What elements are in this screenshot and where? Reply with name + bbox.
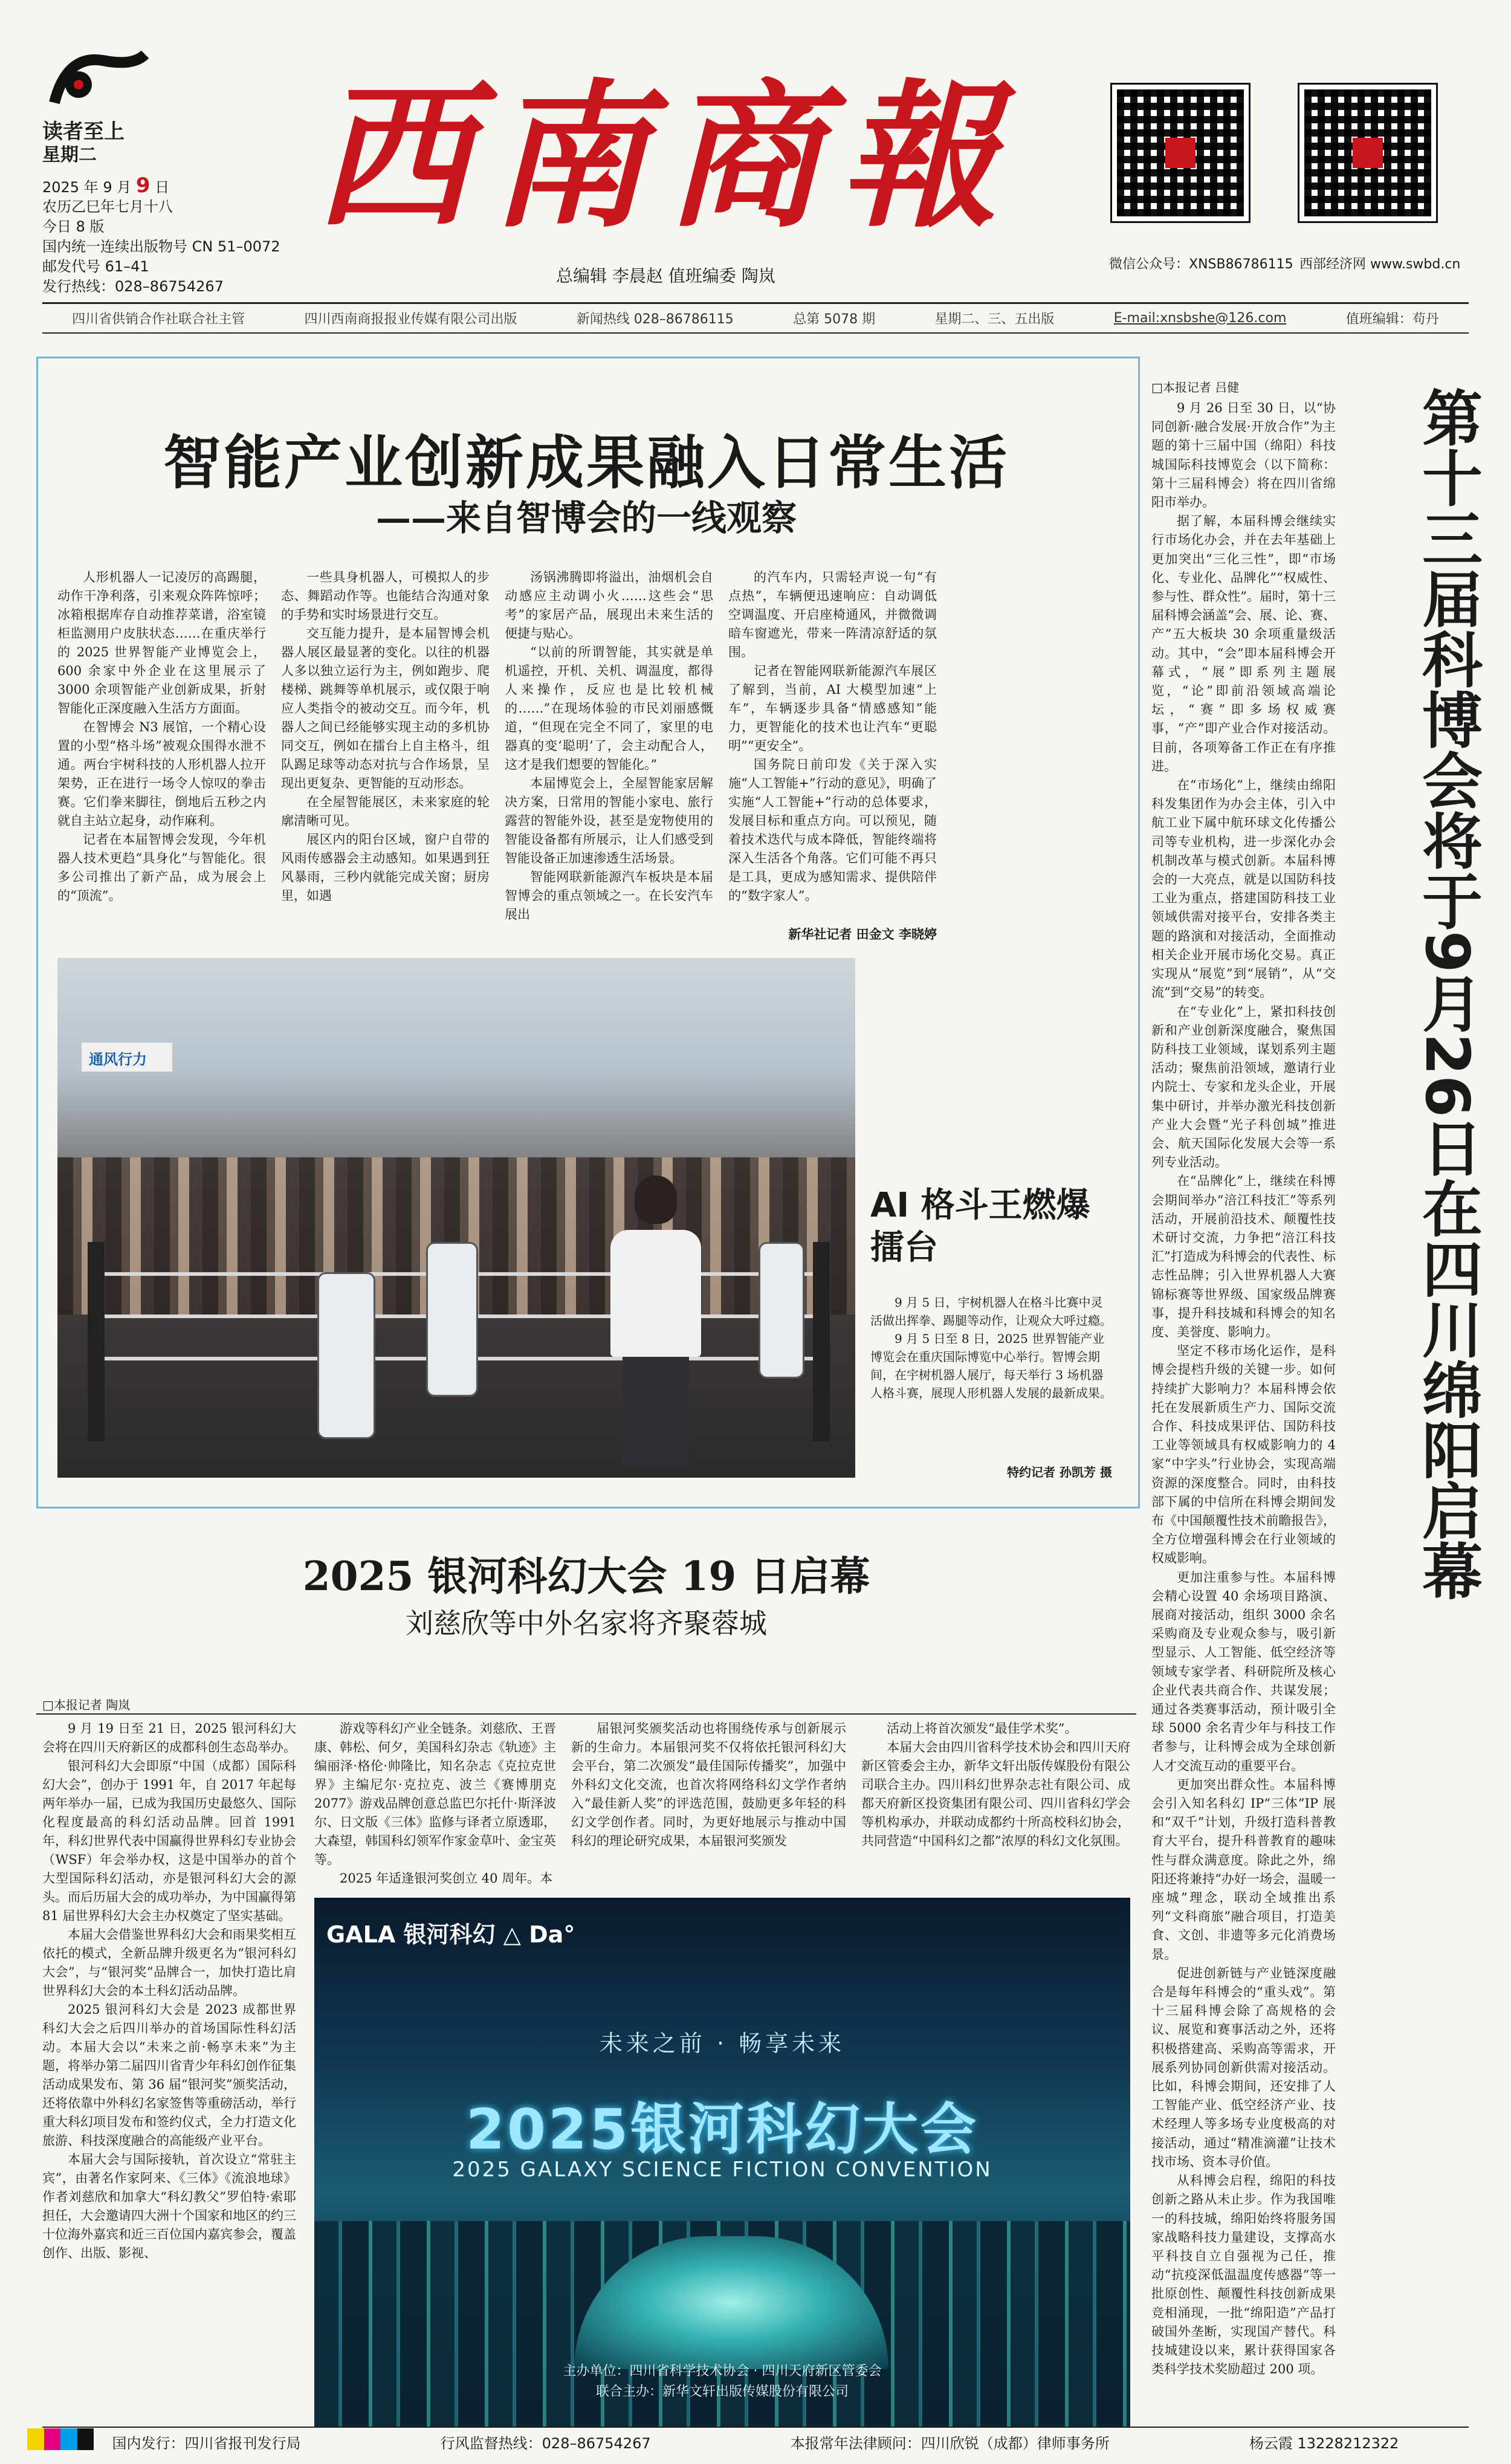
humanoid-robot — [317, 1272, 375, 1439]
editors-line: 总编辑 李晨赵 值班编委 陶岚 — [556, 266, 775, 286]
masthead-rule-top — [42, 302, 1469, 304]
info-bar — [42, 305, 1469, 331]
ring-post — [88, 1242, 105, 1441]
scifi-rule — [36, 1713, 1136, 1715]
poster-title: 2025银河科幻大会 — [465, 2097, 979, 2162]
footer-legal-advisor: 本报常年法律顾问：四川欣锐（成都）律师事务所 — [790, 2434, 1110, 2452]
info-email[interactable]: E-mail:xnsbshe@126.com — [1113, 310, 1287, 326]
right-article-headline: 第十三届科博会将于9月26日在四川绵阳启幕 — [1412, 387, 1483, 1601]
scifi-byline: □本报记者 陶岚 — [42, 1698, 131, 1712]
photo-credit: 特约记者 孙凯芳 摄 — [1007, 1465, 1112, 1479]
footer-distribution: 国内发行：四川省报刊发行局 — [112, 2434, 301, 2452]
info-news-hotline: 新闻热线 028–86786115 — [576, 311, 734, 327]
wechat-caption: 微信公众号：XNSB86786115 — [1109, 257, 1293, 272]
scifi-headline: 2025 银河科幻大会 19 日启幕 — [302, 1553, 870, 1600]
humanoid-robot — [426, 1242, 478, 1397]
feature-byline: 新华社记者 田金文 李晓婷 — [788, 927, 937, 942]
expo-banner: 通风行力 — [82, 1043, 172, 1072]
weekday: 星期二 — [42, 144, 97, 166]
scifi-convention-poster — [314, 1898, 1130, 2427]
postal-code: 邮发代号 61–41 — [42, 258, 149, 275]
photo-title: AI 格斗王燃爆擂台 — [870, 1186, 1090, 1267]
info-supervisor: 四川省供销合作社联合社主管 — [72, 311, 245, 327]
referee-person — [601, 1175, 704, 1466]
feature-column-2: 一些具身机器人，可模拟人的步态、舞蹈动作等。也能结合沟通对象的手势和实时场景进行交互。 交互能力提升，是本届智博会机器人展区最显著的变化。以往的机器人多以独立运行为主，例如跑步、爬楼梯、跳舞等单机展示，或仅限于响应人类指令的被动交互。而今年，机器人之间已经能够实现主动的多机协同交互，例如在擂台上自主格斗，组队踢足球等动态对抗与合作场景，呈现出更复杂、更智能的互动形态。 在全屋智能展区，未来家庭的轮廓清晰可见。 展区内的阳台区域，窗户自带的风雨传感器会主动感知。如果遇到狂风暴雨，三秒内就能完成关窗；厨房里，如遇 — [281, 570, 490, 903]
poster-logos: GALA 银河科幻 △ Da° — [326, 1921, 575, 1948]
humanoid-robot — [759, 1242, 804, 1379]
info-issue-number: 总第 5078 期 — [793, 311, 876, 327]
feature-subhead: ——来自智博会的一线观察 — [375, 497, 797, 538]
footer-supervision-hotline: 行风监督热线：028–86754267 — [440, 2434, 651, 2452]
photo-caption: 9 月 5 日，宇树机器人在格斗比赛中灵活做出挥拳、踢腿等动作，让观众大呼过瘾。 9 月 5 日至 8 日，2025 世界智能产业博览会在重庆国际博览中心举行。智博会期间，在宇树机器人展厅，每天举行 3 场机器人格斗赛，展现人形机器人发展的最新成果。 — [870, 1295, 1112, 1400]
cn-number: 国内统一连续出版物号 CN 51–0072 — [42, 238, 280, 255]
robot-boxing-photo — [57, 958, 855, 1478]
ring-post — [813, 1242, 830, 1441]
issue-date: 2025 年 9 月 9 日 — [42, 173, 170, 198]
website-qr-icon[interactable] — [1299, 85, 1436, 221]
scifi-column-4: 活动上将首次颁发“最佳学术奖”。 本届大会由四川省科学技术协会和四川天府新区管委会主办，新华文轩出版传媒股份有限公司联合主办。四川科幻世界杂志社有限公司、成都天府新区投资集团有限公司、四川省科幻学会等机构承办，并联动成都约十所高校科幻协会，共同营造“中国科幻之都”浓厚的科幻文化氛围。 — [861, 1721, 1130, 1848]
masthead-rule-bottom — [42, 332, 1469, 334]
feature-headline: 智能产业创新成果融入日常生活 — [163, 429, 1009, 497]
right-article-body: 9 月 26 日至 30 日，以“协同创新·融合发展·开放合作”为主题的第十三届中国（绵阳）科技城国际科技博览会（以下简称：第十三届科博会）将在四川省绵阳市举办。 据了解，本届科博会继续实行市场化办会，并在去年基础上更加突出“三化三性”，即“市场化、专业化、品牌化”“权威性、参与性、群众性”。届时，第十三届科博会涵盖“会、展、论、赛、产”五大板块 30 余项重量级活动。其中，“会”即本届科博会开幕式，“展”即系列主题展览，“论”即前沿领域高端论坛，“赛”即多场权威赛事，“产”即产业合作对接活动。目前，各项筹备工作正在有序推进。 在“市场化”上，继续由绵阳科发集团作为办会主体，引入中航工业下属中航环球文化传播公司等专业机构，进一步深化办会机制改革与模式创新。本届科博会的一大亮点，就是以国防科技工业为重点，搭建国防科技工业领域供需对接平台，安排各类主题的路演和对接活动，全面推动相关企业开展市场化交易。真正实现从“展览”到“展销”，从“交流”到“交易”的转变。 在“专业化”上，紧扣科技创新和产业创新深度融合，聚焦国防科技工业领域，谋划系列主题活动；聚焦前沿领域，邀请行业内院士、专家和龙头企业，开展集中研讨，并举办激光科技创新产业大会暨“光子科创城”推进会、航天国际化发展大会等一系列专业活动。 在“品牌化”上，继续在科博会期间举办“涪江科技汇”等系列活动，开展前沿技术、颠覆性技术研讨交流，力争把“涪江科技汇”打造成为科博会的代表性、标志性品牌；引入世界机器人大赛锦标赛等世界级、国家级品牌赛事，提升科技城和科博会的知名度、美誉度、影响力。 坚定不移市场化运作，是科博会提档升级的关键一步。如何持续扩大影响力？本届科博会依托在发展新质生产力、国际交流合作、科技成果评估、国防科技工业等领域具有权威影响力的 4 家“中字头”行业协会，实现高端资源的深度整合。同时，由科技部下属的中信所在科博会期间发布《中国颠覆性技术前瞻报告》，全方位增强科博会在行业领域的权威影响。 更加注重参与性。本届科博会精心设置 40 余场项目路演、展商对接活动，组织 3000 余名采购商及专业观众参与，吸引新型显示、人工智能、低空经济等领域专家学者、科研院所及核心企业代表共商合作、共谋发展；通过各类赛事活动，预计吸引全球 5000 余名青少年与科技工作者参与，让科博会成为全球创新人才交流互动的重要平台。 更加突出群众性。本届科博会引入知名科幻 IP“三体”IP 展和“双千”计划，升级打造科普教育大平台，提升科普教育的趣味性与群众满意度。除此之外，绵阳还将兼持“办好一场会，温暖一座城”理念，联动全域推出系列“文科商旅”融合项目，打造美食、文创、非遗等多元化消费场景。 促进创新链与产业链深度融合是每年科博会的“重头戏”。第十三届科博会除了高规格的会议、展览和赛事活动之外，还将积极搭建高、采购高等需求，开展系列协同创新供需对接活动。比如，科博会期间，还安排了人工智能产业、低空经济产业、技术经理人等多场专业度极高的对接活动，通过“精准滴灌”让技术找市场、资本寻价值。 从科博会启程，绵阳的科技创新之路从未止步。作为我国唯一的科技城，绵阳始终将服务国家战略科技力量建设，支撑高水平科技自立自强视为己任，推动“抗疫深低温温度传感器”等一批原创性、颠覆性科技创新成果竞相涌现，一批“绵阳造”产品打破国外垄断，实现国产替代。科技城建设以来，累计获得国家各类科学技术奖励超过 200 项。 — [1151, 401, 1336, 2377]
page-count: 今日 8 版 — [42, 218, 105, 235]
scifi-column-2: 游戏等科幻产业全链条。刘慈欣、王晋康、韩松、何夕，美国科幻杂志《轨迹》主编丽泽·格伦·帅隆比，知名杂志《克拉克世界》主编尼尔·克拉克、波兰《赛博朋克 2077》游戏品牌创意总监巴尔托什·斯泽波尔、日文版《三体》监修与译者立原透耶，大森望，韩国科幻领军作家金草叶、金宝英等。 2025 年适逢银河奖创立 40 周年。本 — [314, 1721, 556, 1886]
poster-subtitle-en: 2025 GALAXY SCIENCE FICTION CONVENTION — [452, 2158, 992, 2182]
right-article-byline: □本报记者 吕健 — [1151, 380, 1240, 395]
newspaper-logo-icon — [42, 42, 163, 115]
feature-column-1: 人形机器人一记凌厉的高踢腿，动作干净利落，引来观众阵阵惊呼；冰箱根据库存自动推荐菜谱，浴室镜柜监测用户皮肤状态……在重庆举行的 2025 世界智能产业博览会上，600 余家中外企业在这里展示了 3000 余项智能产业创新成果，折射智能化正深度融入生活方方面面。 在智博会 N3 展馆，一个精心设置的小型“格斗场”被观众围得水泄不通。两台宇树科技的人形机器人拉开架势，正在进行一场令人惊叹的拳击赛。它们拳来脚往，倒地后五秒之内就自主站立起身，动作麻利。 记者在本届智博会发现，今年机器人技术更趋“具身化”与智能化。很多公司推出了新产品，成为展会上的“顶流”。 — [57, 570, 266, 903]
hotline: 发行热线：028–86754267 — [42, 278, 224, 295]
lunar-date: 农历乙巳年七月十八 — [42, 198, 173, 215]
feature-column-4: 的汽车内，只需轻声说一句“有点热”，车辆便迅速响应：自动调低空调温度、开启座椅通风，并微微调暗车窗遮光，带来一阵清凉舒适的氛围。 记者在智能网联新能源汽车展区了解到，当前，AI 大模型加速“上车”，车辆逐步具备“情感感知”能力，更智能化的技术也让汽车“更聪明”“更安全”。 国务院日前印发《关于深入实施“人工智能+”行动的意见》，明确了实施“人工智能+”行动的总体要求，发展目标和重点方向。可以预见，随着技术迭代与成本降低，智能终端将深入生活各个角落。它们可能不再只是工具，更成为感知需求、提供陪伴的“数字家人”。 — [728, 570, 937, 903]
poster-slogan: 未来之前 · 畅享未来 — [599, 2030, 846, 2057]
paper-title: 西南商報 — [314, 65, 1015, 249]
footer-contact: 杨云霞 13228212322 — [1249, 2434, 1399, 2452]
footer-bar — [42, 2430, 1469, 2454]
poster-footer: 主办单位：四川省科学技术协会 · 四川天府新区管委会 联合主办：新华文轩出版传媒股份有限公司 — [563, 2364, 882, 2399]
scifi-column-3: 届银河奖颁奖活动也将围绕传承与创新展示新的生命力。本届银河奖不仅将依托银河科幻大会平台，第二次颁发“最佳国际传播奖”，加强中外科幻文化交流，也首次将网络科幻文学作者纳入“最佳新人奖”的评选范围，鼓励更多年轻的科幻文学创作者。同时，为更好地展示与推动中国科幻的理论研究成果，本届银河奖颁发 — [571, 1721, 846, 1848]
wechat-qr-icon[interactable] — [1112, 85, 1249, 221]
info-duty-editor: 值班编辑：苟丹 — [1345, 311, 1439, 327]
footer-rule — [42, 2427, 1469, 2428]
info-publisher: 四川西南商报报业传媒有限公司出版 — [304, 311, 517, 327]
motto: 读者至上 — [42, 120, 125, 144]
website-caption: 西部经济网 www.swbd.cn — [1299, 257, 1461, 272]
scifi-subhead: 刘慈欣等中外名家将齐聚蓉城 — [406, 1607, 767, 1640]
scifi-column-1: 9 月 19 日至 21 日，2025 银河科幻大会将在四川天府新区的成都科创生态岛举办。 银河科幻大会即原“中国（成都）国际科幻大会”，创办于 1991 年，自 2017 年起每两年举办一届，已成为我国历史最悠久、国际化程度最高的科幻活动品牌。回首 1991 年，科幻世界代表中国赢得世界科幻专业协会（WSF）年会举办权，这是中国举办的首个大型国际科幻活动，亦是银河科幻大会的源头。而后历届大会的成功举办，为中国赢得第 81 届世界科幻大会主办权奠定了坚实基础。 本届大会借鉴世界科幻大会和雨果奖相互依托的模式，全新品牌升级更名为“银河科幻大会”，与“银河奖”品牌合一，加快打造比肩世界科幻大会的本土科幻活动品牌。 2025 银河科幻大会是 2023 成都世界科幻大会之后四川举办的首场国际性科幻活动。本届大会以“未来之前·畅享未来”为主题，将举办第二届四川省青少年科幻创作征集活动成果发布、第 36 届“银河奖”颁奖活动，还将依靠中外科幻名家签售等重磅活动，举行重大科幻项目发布和签约仪式，全力打造文化旅游、科技深度融合的高能级产业平台。 本届大会与国际接轨，首次设立“常驻主宾”，由著名作家阿来、《三体》《流浪地球》作者刘慈欣和加拿大“科幻教父”罗伯特·索耶担任，大会邀请四大洲十个国家和地区的约三十位海外嘉宾和近三百位国内嘉宾参会，覆盖创作、出版、影视、 — [42, 1721, 296, 2260]
date-day: 9 — [135, 173, 150, 198]
feature-column-3: 汤锅沸腾即将溢出，油烟机会自动感应主动调小火……这些会“思考”的家居产品，展现出未来生活的便捷与贴心。 “以前的所谓智能，其实就是单机遥控，开机、关机、调温度，都得人来操作，反应也是比较机械的……”在现场体验的市民刘丽感慨道，“但现在完全不同了，家里的电器真的变‘聪明’了，会主动配合人，这才是我们想要的智能化。” 本届博览会上，全屋智能家居解决方案，日常用的智能小家电、旅行露营的智能外设，甚至是宠物使用的智能设备都有所展示，让人们感受到智能设备正加速渗透生活场景。 智能网联新能源汽车板块是本届智博会的重点领域之一。在长安汽车展出 — [505, 570, 713, 922]
masthead — [0, 0, 1511, 302]
info-publication-days: 星期二、三、五出版 — [934, 311, 1055, 327]
